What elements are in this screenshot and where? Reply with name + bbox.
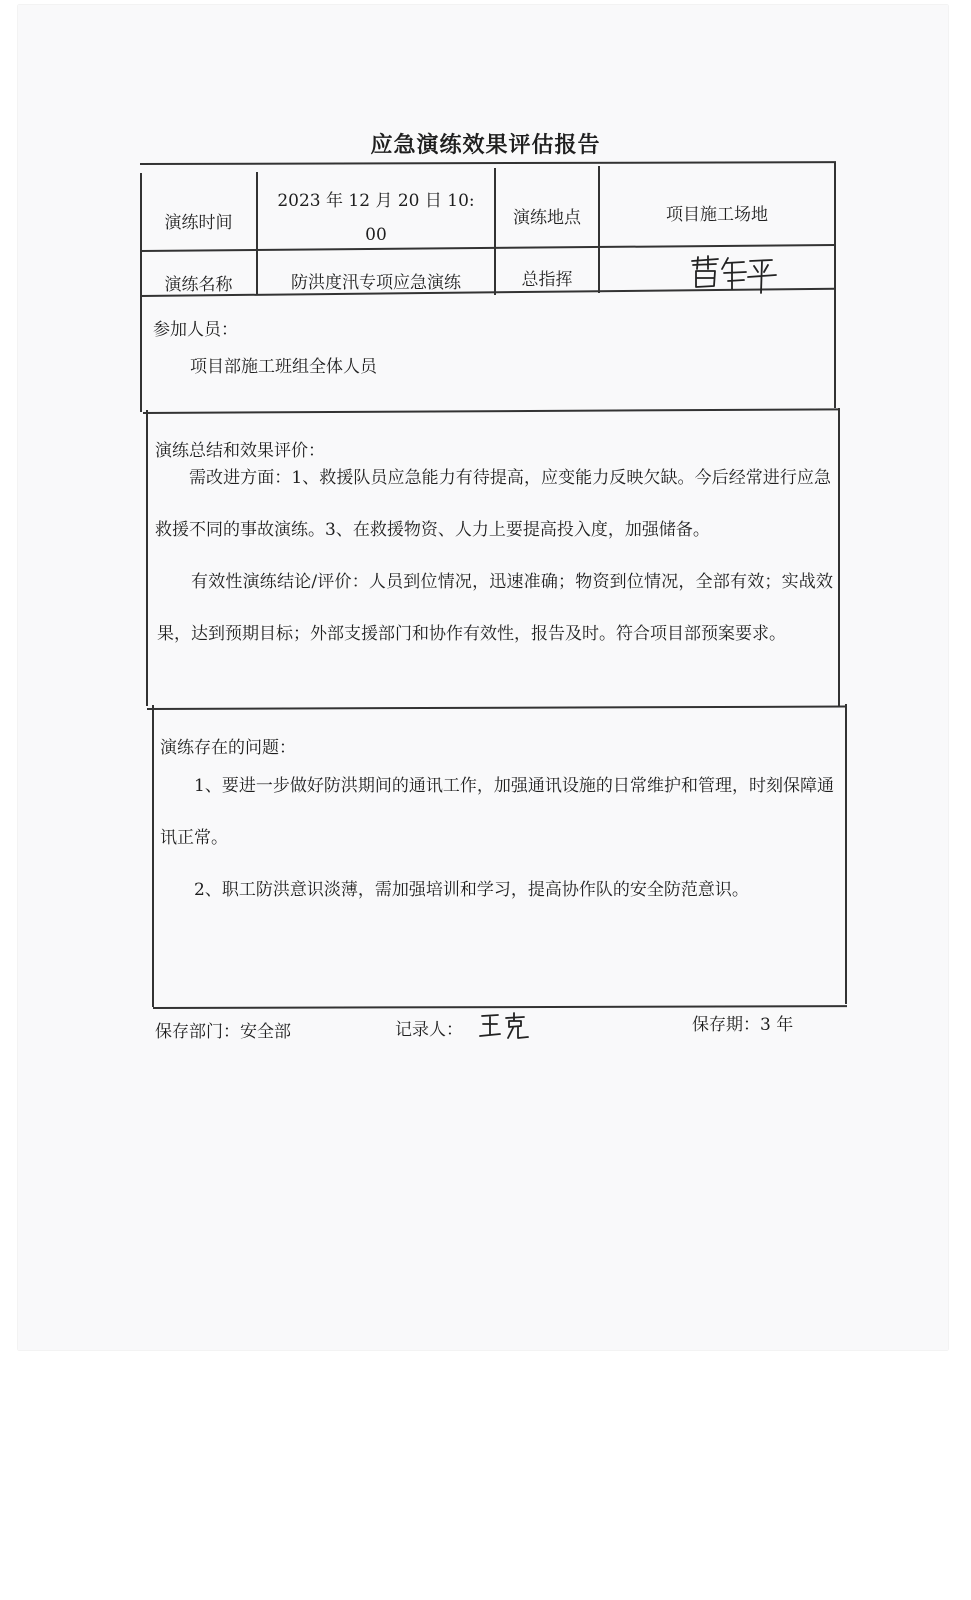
place-label: 演练地点: [513, 208, 581, 228]
summary-label: 演练总结和效果评价：: [155, 441, 325, 461]
problem-item-2: 2、职工防洪意识淡薄，需加强培训和学习，提高协作队的安全防范意识。: [194, 880, 749, 900]
time-label: 演练时间: [164, 213, 233, 233]
report-title: 应急演练效果评估报告: [370, 132, 601, 158]
commander-label: 总指挥: [521, 270, 573, 290]
problems-label: 演练存在的问题：: [160, 738, 296, 758]
place-value: 项目施工场地: [666, 205, 768, 225]
time-value-line2: 00: [365, 225, 387, 245]
participants-value: 项目部施工班组全体人员: [190, 357, 377, 377]
recorder-label: 记录人：: [395, 1020, 463, 1040]
improvement-paragraph: 需改进方面：1、救援队员应急能力有待提高，应变能力反映欠缺。今后经常进行应急救援不同的事故演练。3、在救援物资、人力上要提高投入度，加强储备。: [155, 468, 831, 540]
participants-label: 参加人员：: [153, 320, 238, 340]
time-value-line1: 2023 年 12 月 20 日 10:: [277, 191, 475, 211]
recorder-signature: [478, 1010, 534, 1042]
conclusion-paragraph: 有效性演练结论/评价：人员到位情况，迅速准确；物资到位情况，全部有效；实战效果，达到预期目标；外部支援部门和协作有效性，报告及时。符合项目部预案要求。: [157, 572, 833, 644]
commander-signature: [688, 253, 778, 295]
drill-name-value: 防洪度汛专项应急演练: [291, 273, 461, 293]
drill-name-label: 演练名称: [164, 275, 233, 295]
storage-department: 保存部门：安全部: [155, 1022, 291, 1042]
retention-period: 保存期：3 年: [692, 1015, 794, 1035]
problem-item-1: 1、要进一步做好防洪期间的通讯工作，加强通讯设施的日常维护和管理，时刻保障通讯正常。: [160, 776, 834, 848]
